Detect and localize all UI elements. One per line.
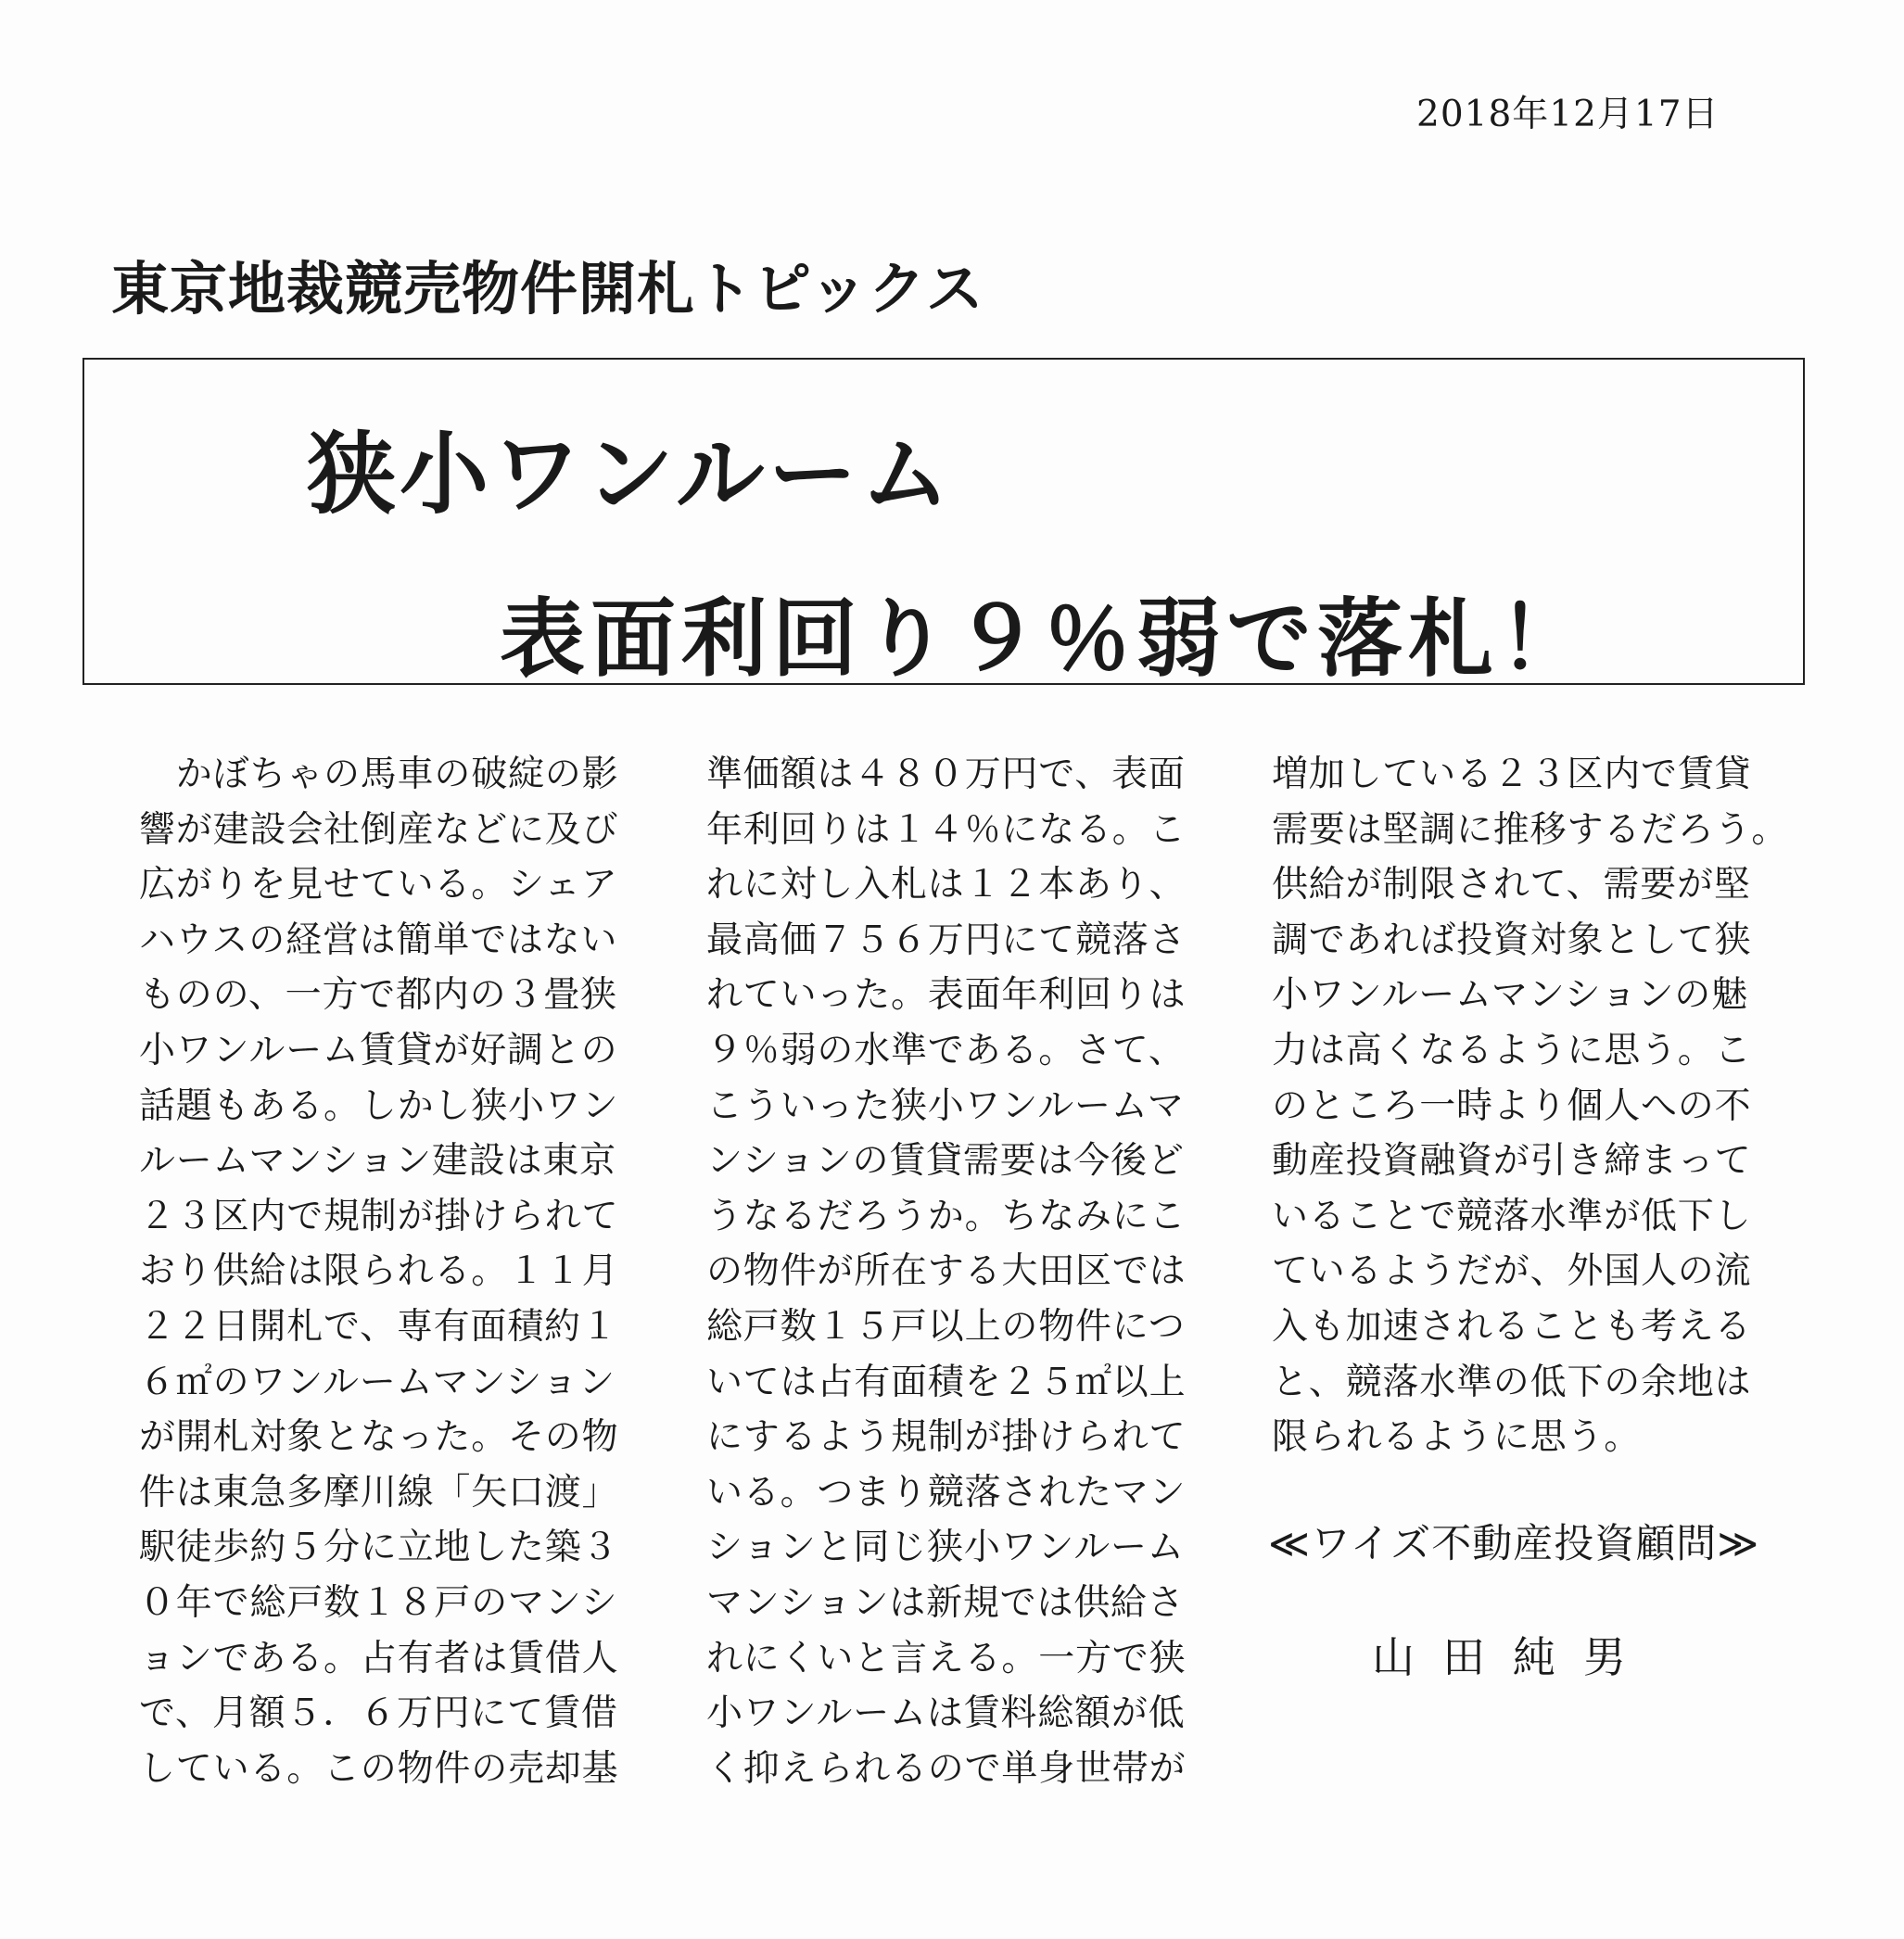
body-text-line: 限られるように思う。 [1272, 1416, 1642, 1459]
article-date: 2018年12月17日 [1416, 94, 1720, 135]
body-text-line: の物件が所在する大田区では [706, 1250, 1187, 1293]
body-text-line: うなるだろうか。ちなみにこ [706, 1195, 1187, 1237]
body-text-line: ２２日開札で、専有面積約１ [139, 1305, 618, 1348]
body-text-line: ものの、一方で都内の３畳狭 [139, 974, 617, 1017]
body-text-line: 総戸数１５戸以上の物件につ [706, 1305, 1186, 1348]
body-text-line: れに対し入札は１２本あり、 [706, 864, 1187, 906]
body-text-line: 響が建設会社倒産などに及び [139, 808, 619, 851]
body-text-line: 小ワンルームは賃料総額が低 [706, 1692, 1186, 1735]
body-text-line: こういった狭小ワンルームマ [706, 1084, 1185, 1127]
signature-author-name: 山田純男 [1372, 1632, 1654, 1682]
headline-line-1: 狭小ワンルーム [307, 423, 954, 526]
body-text-line: ルームマンション建設は東京 [139, 1140, 616, 1183]
body-text-line: ョンである。占有者は賃借人 [139, 1637, 619, 1679]
body-text-line: 駅徒歩約５分に立地した築３ [139, 1527, 619, 1569]
body-text-line: ６㎡のワンルームマンション [139, 1361, 616, 1403]
signature-organization: ≪ワイズ不動産投資顧問≫ [1268, 1521, 1760, 1567]
body-text-line: 動産投資融資が引き締まって [1272, 1140, 1752, 1183]
body-text-line: おり供給は限られる。１１月 [139, 1250, 619, 1293]
body-text-line: と、競落水準の低下の余地は [1272, 1361, 1752, 1403]
body-text-line: く抑えられるので単身世帯が [706, 1747, 1187, 1790]
body-text-line: ２３区内で規制が掛けられて [139, 1195, 619, 1237]
body-text-line: れていった。表面年利回りは [706, 974, 1187, 1017]
body-text-line: ているようだが、外国人の流 [1272, 1250, 1752, 1293]
series-title: 東京地裁競売物件開札トピックス [111, 255, 984, 323]
body-text-line: のところ一時より個人への不 [1272, 1084, 1752, 1127]
body-text-line: ションと同じ狭小ワンルーム [706, 1527, 1185, 1569]
body-text-line: にするよう規制が掛けられて [706, 1416, 1187, 1459]
body-column-2 [706, 747, 1194, 1796]
body-text-line: 広がりを見せている。シェア [139, 864, 618, 906]
body-text-line: いることで競落水準が低下し [1272, 1195, 1752, 1237]
body-text-line: 小ワンルームマンションの魅 [1272, 974, 1748, 1017]
body-text-line: 増加している２３区内で賃貸 [1272, 754, 1752, 795]
body-text-line: ９％弱の水準である。さて、 [706, 1029, 1186, 1071]
body-text-line: 話題もある。しかし狭小ワン [139, 1084, 619, 1127]
body-text-line: いては占有面積を２５㎡以上 [706, 1361, 1187, 1403]
body-text-line: ０年で総戸数１８戸のマンシ [139, 1581, 618, 1624]
body-text-line: 件は東急多摩川線「矢口渡」 [139, 1471, 619, 1514]
body-text-line: 準価額は４８０万円で、表面 [706, 754, 1186, 795]
body-column-1 [139, 747, 627, 1796]
body-text-line: 調であれば投資対象として狭 [1272, 919, 1752, 961]
headline-box [83, 358, 1805, 689]
body-text-line: が開札対象となった。その物 [139, 1416, 619, 1459]
body-text-line: 需要は堅調に推移するだろう。 [1272, 808, 1789, 851]
body-text-line: 小ワンルーム賃貸が好調との [139, 1029, 618, 1071]
headline-line-2: 表面利回り９％弱で落札！ [500, 589, 1591, 689]
body-text-line: 力は高くなるように思う。こ [1272, 1029, 1752, 1071]
body-text-line: 年利回りは１４％になる。こ [706, 808, 1187, 851]
body-column-3 [1272, 747, 1789, 1465]
body-text-line: ンションの賃貸需要は今後ど [706, 1140, 1185, 1183]
body-text-line: マンションは新規では供給さ [706, 1581, 1185, 1624]
body-text-line: かぼちゃの馬車の破綻の影 [139, 754, 619, 795]
body-text-line: 入も加速されることも考える [1272, 1305, 1752, 1348]
body-text-line: 供給が制限されて、需要が堅 [1272, 864, 1751, 906]
body-text-line: 最高価７５６万円にて競落さ [706, 919, 1187, 961]
body-text-line: ハウスの経営は簡単ではない [139, 919, 618, 961]
body-text-line: れにくいと言える。一方で狭 [706, 1637, 1187, 1679]
body-text-line: している。この物件の売却基 [139, 1747, 619, 1790]
body-text-line: で、月額５．６万円にて賃借 [139, 1692, 618, 1735]
body-text-line: いる。つまり競落されたマン [706, 1471, 1187, 1514]
